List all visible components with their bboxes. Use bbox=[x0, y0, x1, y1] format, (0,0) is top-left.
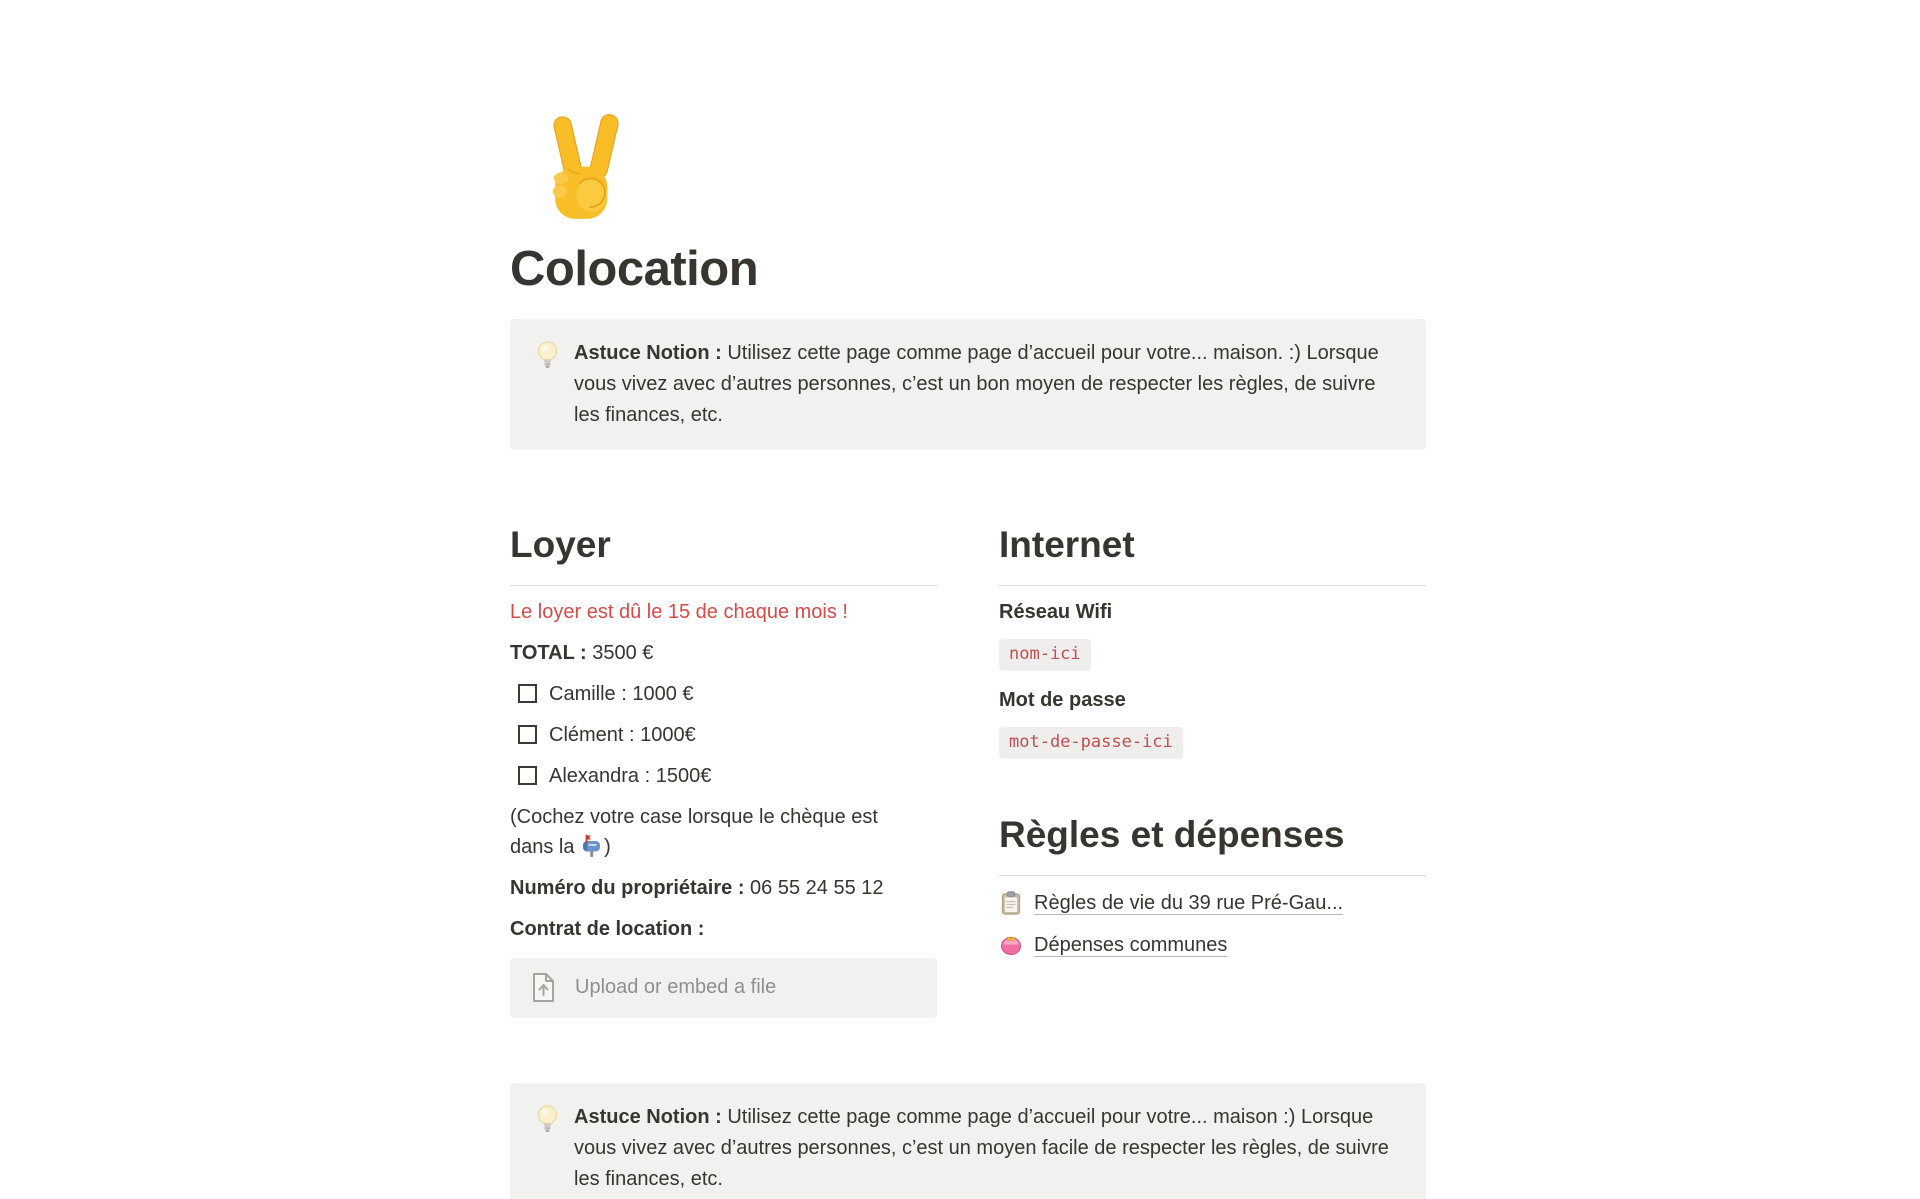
column-internet bbox=[999, 523, 1426, 1018]
wifi-password-label: Mot de passe bbox=[999, 688, 1126, 711]
purse-icon bbox=[999, 933, 1023, 957]
cheque-note-line1: (Cochez votre case lorsque le chèque est bbox=[510, 805, 878, 828]
rent-total bbox=[510, 638, 937, 668]
callout-top-body: Utilisez cette page comme page d’accueil pour votre... maison. :) Lorsque vous vivez avec d’autres personnes, c’est un bon moyen de respecter les règles, de suivre les finances, etc. bbox=[574, 341, 1379, 426]
callout-bottom-bold-label: Astuce Notion : bbox=[574, 1105, 722, 1128]
todo-checkbox-alexandra[interactable] bbox=[518, 766, 537, 785]
todo-label-alexandra: Alexandra : 1500€ bbox=[549, 764, 712, 787]
column-loyer bbox=[510, 523, 937, 1018]
callout-top-text bbox=[574, 338, 1400, 431]
owner-phone bbox=[510, 873, 937, 903]
two-column-layout bbox=[510, 523, 1426, 1018]
owner-phone-value: 06 55 24 55 12 bbox=[744, 876, 884, 899]
todo-label-camille: Camille : 1000 € bbox=[549, 682, 694, 705]
divider bbox=[999, 585, 1426, 586]
upload-placeholder-text: Upload or embed a file bbox=[575, 976, 777, 999]
wifi-network-label: Réseau Wifi bbox=[999, 600, 1113, 623]
contract-label: Contrat de location : bbox=[510, 917, 705, 940]
page-title[interactable]: Colocation bbox=[510, 242, 759, 296]
clipboard-icon bbox=[999, 891, 1023, 915]
cheque-note-line2: dans la bbox=[510, 835, 581, 858]
callout-bottom bbox=[510, 1083, 1426, 1199]
wifi-network-code: nom-ici bbox=[999, 639, 1091, 671]
rules-heading: Règles et dépenses bbox=[999, 813, 1345, 855]
callout-top bbox=[510, 319, 1426, 450]
mailbox-icon bbox=[580, 834, 604, 858]
loyer-heading: Loyer bbox=[510, 523, 611, 565]
todo-row-clement bbox=[510, 720, 937, 750]
rent-total-value: 3500 € bbox=[586, 641, 654, 664]
callout-top-bold-label: Astuce Notion : bbox=[574, 341, 722, 364]
light-bulb-icon bbox=[536, 340, 559, 371]
todo-label-clement: Clément : 1000€ bbox=[549, 723, 696, 746]
callout-bottom-body: Utilisez cette page comme page d’accueil pour votre... maison :) Lorsque vous vivez avec d’autres personnes, c’est un moyen facile de respecter les règles, de suivre les finances, etc. bbox=[574, 1105, 1389, 1190]
internet-heading: Internet bbox=[999, 523, 1135, 565]
page-link-row-regles bbox=[999, 888, 1426, 918]
page-link-depenses[interactable]: Dépenses communes bbox=[1034, 933, 1228, 956]
cheque-note bbox=[510, 802, 937, 862]
owner-phone-label: Numéro du propriétaire : bbox=[510, 876, 745, 899]
cheque-note-close: ) bbox=[604, 835, 611, 858]
file-upload-area[interactable] bbox=[510, 958, 937, 1018]
divider bbox=[510, 585, 937, 586]
light-bulb-icon bbox=[536, 1104, 559, 1135]
peace-hand-emoji[interactable] bbox=[532, 112, 628, 226]
todo-checkbox-camille[interactable] bbox=[518, 684, 537, 703]
todo-row-camille bbox=[510, 679, 937, 709]
page-link-row-depenses bbox=[999, 930, 1426, 960]
todo-checkbox-clement[interactable] bbox=[518, 725, 537, 744]
rent-due-notice: Le loyer est dû le 15 de chaque mois ! bbox=[510, 600, 848, 623]
todo-row-alexandra bbox=[510, 761, 937, 791]
rent-total-label: TOTAL : bbox=[510, 641, 587, 664]
page-content bbox=[510, 0, 1426, 1199]
divider bbox=[999, 875, 1426, 876]
callout-bottom-text bbox=[574, 1102, 1400, 1195]
wifi-password-code: mot-de-passe-ici bbox=[999, 727, 1183, 759]
page-link-regles[interactable]: Règles de vie du 39 rue Pré-Gau... bbox=[1034, 891, 1344, 914]
file-upload-icon bbox=[531, 972, 556, 1003]
